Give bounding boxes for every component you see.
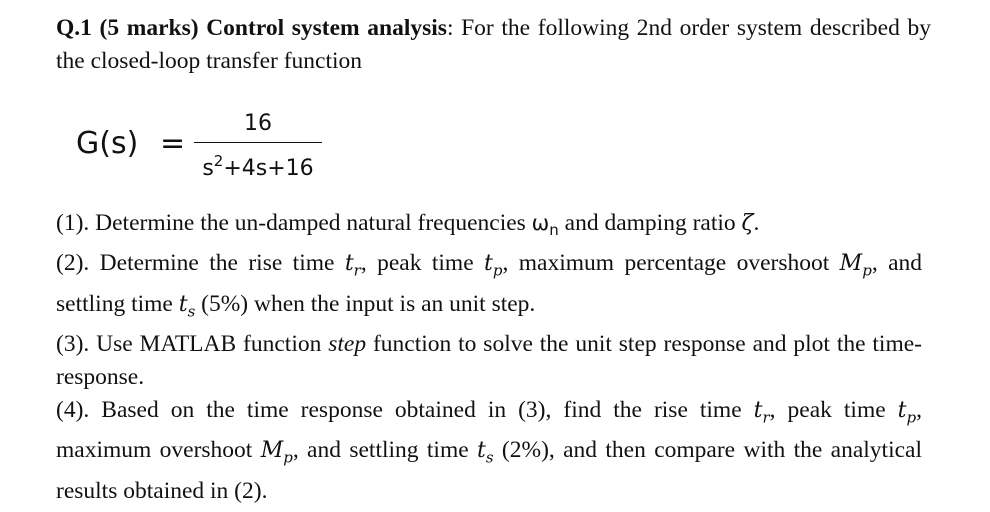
omega-sub: n <box>549 221 559 240</box>
tp-base: t <box>897 397 907 423</box>
symbol-omega-n <box>531 211 559 240</box>
tp-sub: p <box>906 408 917 427</box>
ts-base: t <box>477 438 486 464</box>
ts-sub: s <box>485 448 494 467</box>
tr-sub: r <box>353 261 361 280</box>
question-intro <box>56 12 931 78</box>
item-1 <box>56 207 922 247</box>
formula-lhs: G(s) <box>76 126 139 161</box>
item-2 <box>56 247 922 328</box>
mp-base: M <box>839 251 863 277</box>
item-4 <box>56 394 922 508</box>
tr-sub: r <box>762 408 770 427</box>
tp-base: t <box>484 251 493 277</box>
symbol-mp <box>839 251 872 280</box>
den-part2: +4s+16 <box>223 156 314 181</box>
symbol-tp <box>484 251 503 280</box>
mp-sub: p <box>283 448 293 467</box>
question-label: Q.1 (5 marks) Control system analysis <box>56 15 447 41</box>
tr-base: t <box>753 397 763 423</box>
item-2-text-a: (2). Determine the rise time <box>56 250 345 277</box>
item-2-text-c: , maximum percentage overshoot <box>502 250 840 277</box>
symbol-zeta: ζ <box>741 211 754 236</box>
ts-base: t <box>178 291 188 317</box>
den-part1: s <box>202 156 214 181</box>
item-3-text-a: (3). Use MATLAB function <box>56 330 329 357</box>
item-2-text-d: , and settling time <box>56 250 923 317</box>
question-intro-text: : For the following 2nd order system described by the closed-loop transfer function <box>56 15 932 74</box>
symbol-tr <box>344 251 361 280</box>
formula-equals: = <box>160 126 186 161</box>
item-1-text-a: (1). Determine the un-damped natural frequencies <box>56 210 532 236</box>
item-3-text-b: function to solve the unit step response and plot the time-response. <box>56 330 922 390</box>
formula-fraction <box>194 110 322 183</box>
item-4-text-c: , maximum overshoot <box>56 396 922 464</box>
transfer-function <box>76 110 376 190</box>
omega-base: ω <box>531 211 550 235</box>
symbol-tr <box>753 397 770 427</box>
mp-sub: p <box>862 261 872 280</box>
step-function-name: step <box>328 330 367 357</box>
item-1-text-b: and damping ratio <box>558 210 742 236</box>
ts-sub: s <box>187 301 196 320</box>
item-1-text-c: . <box>753 210 760 236</box>
item-4-text-b: , peak time <box>769 396 898 423</box>
item-4-text-a: (4). Based on the time response obtained in (3), find the rise time <box>56 396 754 423</box>
symbol-ts <box>178 291 196 320</box>
item-2-text-e: (5%) when the input is an unit step. <box>195 290 536 317</box>
item-4-text-e: (2%), and then compare with the analytical results obtained in (2). <box>56 437 923 504</box>
formula-denominator <box>194 147 322 183</box>
question-items <box>56 207 922 508</box>
tr-base: t <box>344 251 354 277</box>
symbol-ts <box>477 438 494 467</box>
fraction-bar <box>194 142 322 143</box>
den-exponent: 2 <box>213 152 224 170</box>
item-2-text-b: , peak time <box>360 250 485 277</box>
symbol-mp <box>260 438 293 467</box>
item-4-text-d: , and settling time <box>292 437 478 464</box>
item-3 <box>56 328 922 394</box>
mp-base: M <box>260 438 284 464</box>
symbol-tp <box>897 397 917 427</box>
formula-numerator: 16 <box>244 111 272 136</box>
tp-sub: p <box>492 261 503 280</box>
